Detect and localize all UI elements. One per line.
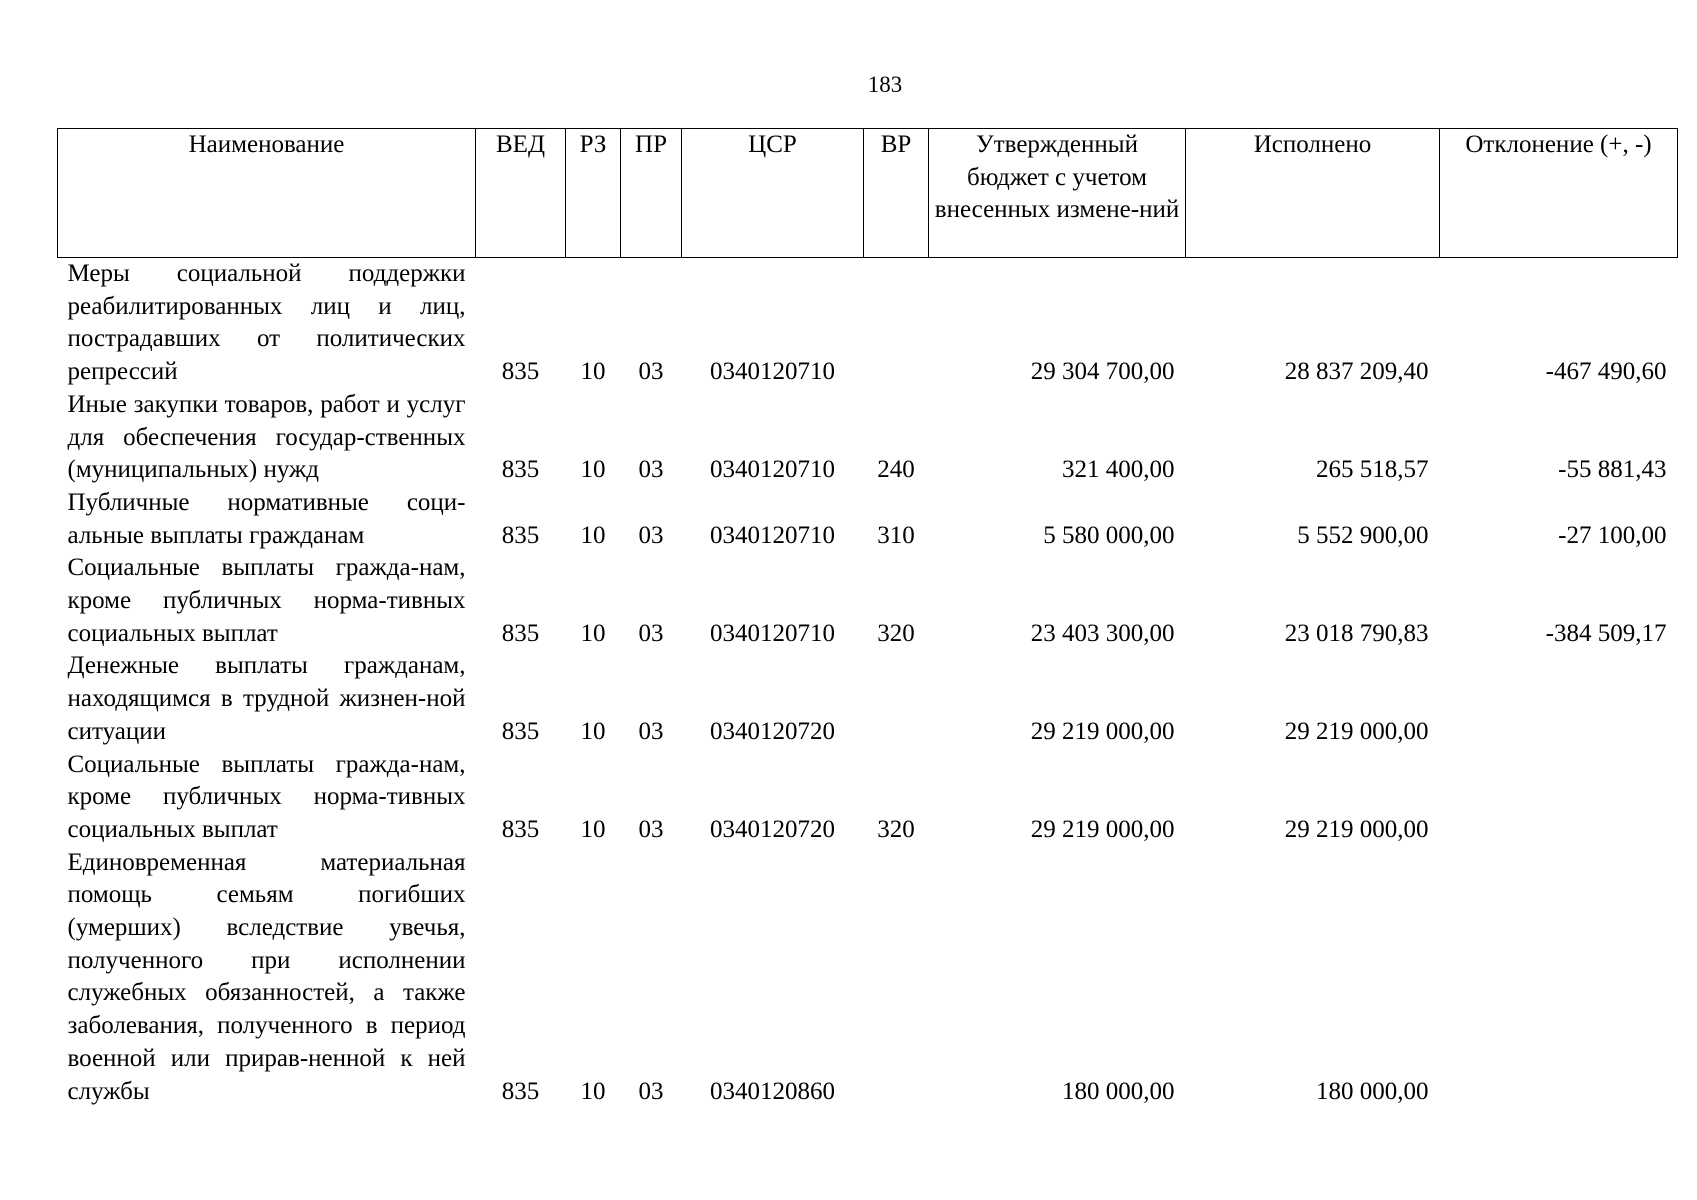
- budget-table: [57, 128, 1678, 1108]
- table-row: [58, 258, 1678, 389]
- row-ved: 835: [501, 456, 540, 484]
- header-approved: Утвержденный бюджет с учетом внесенных измене-ний: [929, 129, 1186, 258]
- header-executed: Исполнено: [1186, 129, 1440, 258]
- row-approved: 29 219 000,00: [1030, 717, 1175, 745]
- row-ved: 835: [501, 1077, 540, 1105]
- row-rz: 10: [580, 456, 606, 484]
- table-row: [58, 552, 1678, 650]
- row-deviation: [1440, 847, 1678, 1109]
- row-csr: 0340120860: [710, 1077, 835, 1105]
- row-executed: 5 552 900,00: [1297, 521, 1429, 549]
- row-csr: 0340120720: [710, 717, 835, 745]
- row-rz: 10: [580, 358, 606, 386]
- row-executed: 28 837 209,40: [1284, 358, 1429, 386]
- row-vr: [864, 847, 929, 1109]
- row-executed: 23 018 790,83: [1284, 619, 1429, 647]
- table-row: [58, 389, 1678, 487]
- header-vr: ВР: [864, 129, 929, 258]
- row-approved: 29 304 700,00: [1030, 358, 1175, 386]
- row-approved: 180 000,00: [1062, 1077, 1175, 1105]
- row-approved: 29 219 000,00: [1030, 815, 1175, 843]
- row-pr: 03: [638, 521, 664, 549]
- row-executed: 29 219 000,00: [1284, 815, 1429, 843]
- row-rz: 10: [580, 1077, 606, 1105]
- row-pr: 03: [638, 456, 664, 484]
- header-ved: ВЕД: [476, 129, 566, 258]
- row-csr: 0340120710: [710, 358, 835, 386]
- header-rz: РЗ: [566, 129, 621, 258]
- row-name: Социальные выплаты гражда-нам, кроме публичных норма-тивных социальных выплат: [67, 750, 466, 843]
- row-deviation: -467 490,60: [1545, 358, 1667, 386]
- row-pr: 03: [638, 717, 664, 745]
- row-vr: [864, 258, 929, 389]
- header-deviation: Отклонение (+, -): [1440, 129, 1678, 258]
- row-ved: 835: [501, 815, 540, 843]
- row-name: Единовременная материальная помощь семьям погибших (умерших) вследствие увечья, полученного при исполнении служебных обязанностей, а также заболевания, полученного в период военной или прирав-ненной к ней службы: [67, 848, 466, 1105]
- row-rz: 10: [580, 815, 606, 843]
- row-executed: 29 219 000,00: [1284, 717, 1429, 745]
- row-vr: 320: [877, 815, 915, 843]
- row-deviation: -27 100,00: [1558, 521, 1667, 549]
- table-body: [58, 258, 1678, 1109]
- row-deviation: [1440, 749, 1678, 847]
- row-deviation: -55 881,43: [1558, 456, 1667, 484]
- row-pr: 03: [638, 1077, 664, 1105]
- row-name: Публичные нормативные соци-альные выплаты гражданам: [67, 488, 466, 549]
- table-row: [58, 847, 1678, 1109]
- row-csr: 0340120710: [710, 619, 835, 647]
- row-approved: 5 580 000,00: [1043, 521, 1175, 549]
- row-ved: 835: [501, 717, 540, 745]
- row-pr: 03: [638, 815, 664, 843]
- row-pr: 03: [638, 358, 664, 386]
- row-name: Денежные выплаты гражданам, находящимся в трудной жизнен-ной ситуации: [67, 652, 466, 745]
- row-ved: 835: [501, 521, 540, 549]
- row-csr: 0340120710: [710, 456, 835, 484]
- table-row: [58, 487, 1678, 552]
- header-pr: ПР: [621, 129, 682, 258]
- row-approved: 23 403 300,00: [1030, 619, 1175, 647]
- header-csr: ЦСР: [682, 129, 864, 258]
- row-vr: 240: [877, 456, 915, 484]
- row-ved: 835: [501, 619, 540, 647]
- row-vr: [864, 650, 929, 748]
- table-row: [58, 650, 1678, 748]
- row-name: Социальные выплаты гражда-нам, кроме публичных норма-тивных социальных выплат: [67, 554, 466, 647]
- table-row: [58, 749, 1678, 847]
- row-name: Меры социальной поддержки реабилитированных лиц и лиц, пострадавших от политических репрессий: [67, 260, 466, 386]
- row-approved: 321 400,00: [1062, 456, 1175, 484]
- row-name: Иные закупки товаров, работ и услуг для обеспечения государ-ственных (муниципальных) нужд: [67, 390, 466, 484]
- header-name: Наименование: [58, 129, 476, 258]
- row-rz: 10: [580, 619, 606, 647]
- row-executed: 180 000,00: [1316, 1077, 1429, 1105]
- row-csr: 0340120720: [710, 815, 835, 843]
- row-ved: 835: [501, 358, 540, 386]
- row-rz: 10: [580, 717, 606, 745]
- row-deviation: [1440, 650, 1678, 748]
- row-pr: 03: [638, 619, 664, 647]
- row-rz: 10: [580, 521, 606, 549]
- row-executed: 265 518,57: [1316, 456, 1429, 484]
- row-vr: 310: [877, 521, 915, 549]
- row-deviation: -384 509,17: [1545, 619, 1667, 647]
- page-number: 183: [867, 72, 903, 97]
- row-vr: 320: [877, 619, 915, 647]
- row-csr: 0340120710: [710, 521, 835, 549]
- table-header: [58, 129, 1678, 258]
